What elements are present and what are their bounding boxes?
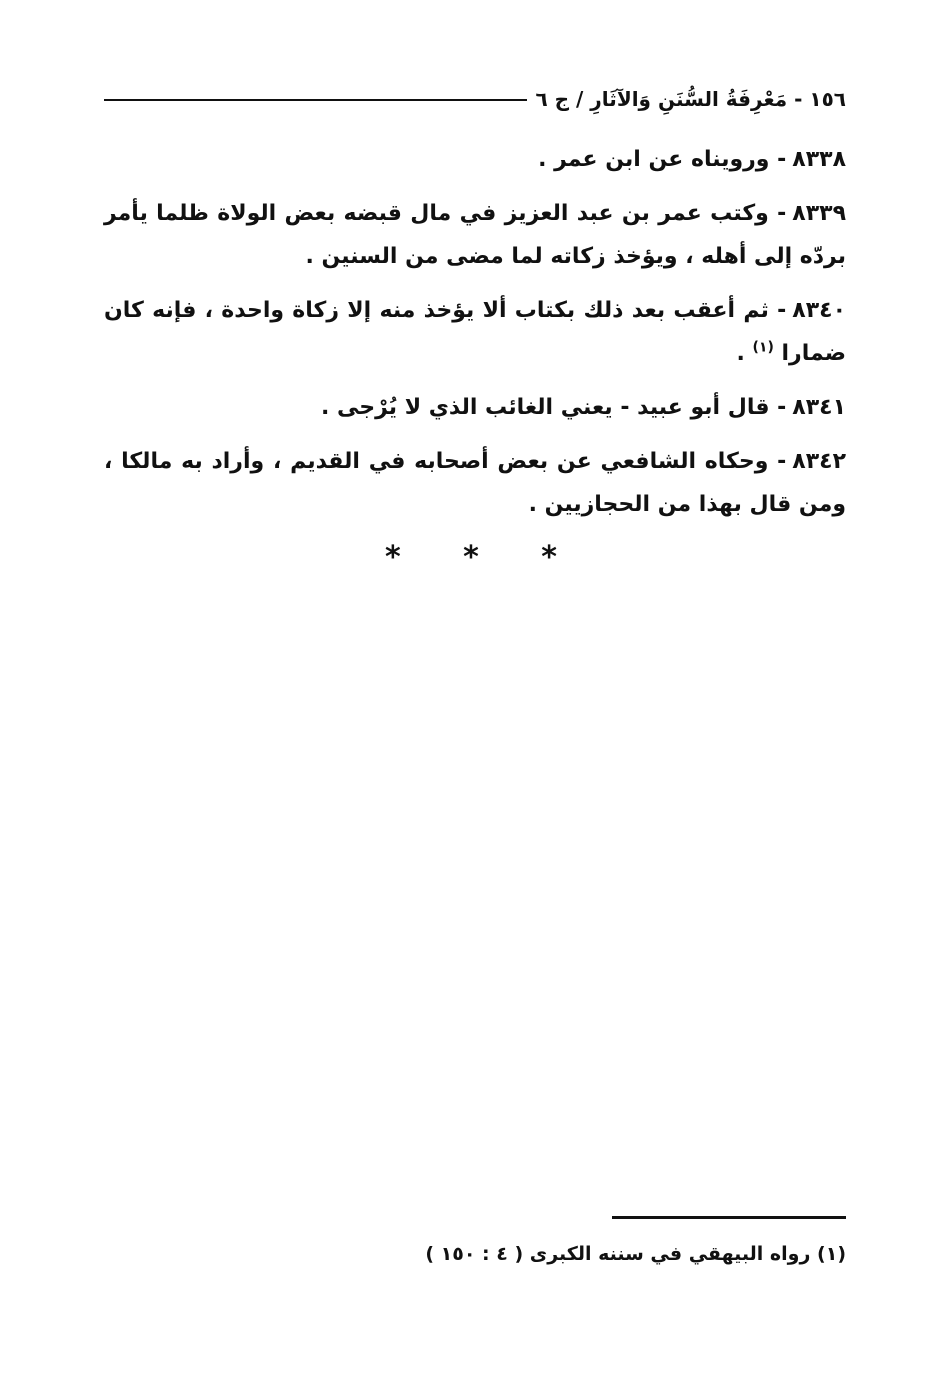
running-head-text: ١٥٦ - مَعْرِفَةُ السُّنَنِ وَالآثَارِ / ج ٦ [527, 84, 846, 114]
separator-star: * [463, 540, 479, 575]
hadith-paragraph [104, 138, 846, 181]
hadith-number: ٨٣٣٨ [792, 147, 846, 172]
section-separator [0, 540, 942, 575]
hadith-paragraph [104, 386, 846, 429]
separator-star: * [384, 540, 401, 575]
hadith-paragraph [104, 440, 846, 526]
hadith-paragraph [104, 289, 846, 375]
hadith-text-end: . [736, 341, 745, 366]
hadith-text: - قال أبو عبيد - يعني الغائب الذي لا يُرْجى . [320, 395, 787, 420]
separator-star: * [541, 540, 557, 575]
hadith-number: ٨٣٤٢ [792, 449, 846, 474]
footnote: (١) رواه البيهقي في سننه الكبرى ( ٤ : ١٥٠ ) [425, 1243, 846, 1265]
running-head [104, 84, 846, 118]
hadith-paragraph [104, 192, 846, 278]
hadith-number: ٨٣٤١ [792, 395, 846, 420]
hadith-number: ٨٣٣٩ [792, 201, 846, 226]
main-text [104, 138, 846, 537]
hadith-text: - وكتب عمر بن عبد العزيز في مال قبضه بعض الولاة ظلما يأمر بردّه إلى أهله ، ويؤخذ زكاته لما مضى من السنين . [104, 201, 846, 269]
hadith-text: - ثم أعقب بعد ذلك بكتاب ألا يؤخذ منه إلا زكاة واحدة ، فإنه كان ضمارا [104, 298, 846, 366]
footnote-reference[interactable]: (١) [752, 339, 774, 356]
hadith-text: - ورويناه عن ابن عمر . [538, 147, 787, 172]
hadith-number: ٨٣٤٠ [792, 298, 846, 323]
hadith-text: - وحكاه الشافعي عن بعض أصحابه في القديم ، وأراد به مالكا ، ومن قال بهذا من الحجازيين . [104, 449, 846, 517]
footnote-rule [612, 1216, 846, 1219]
